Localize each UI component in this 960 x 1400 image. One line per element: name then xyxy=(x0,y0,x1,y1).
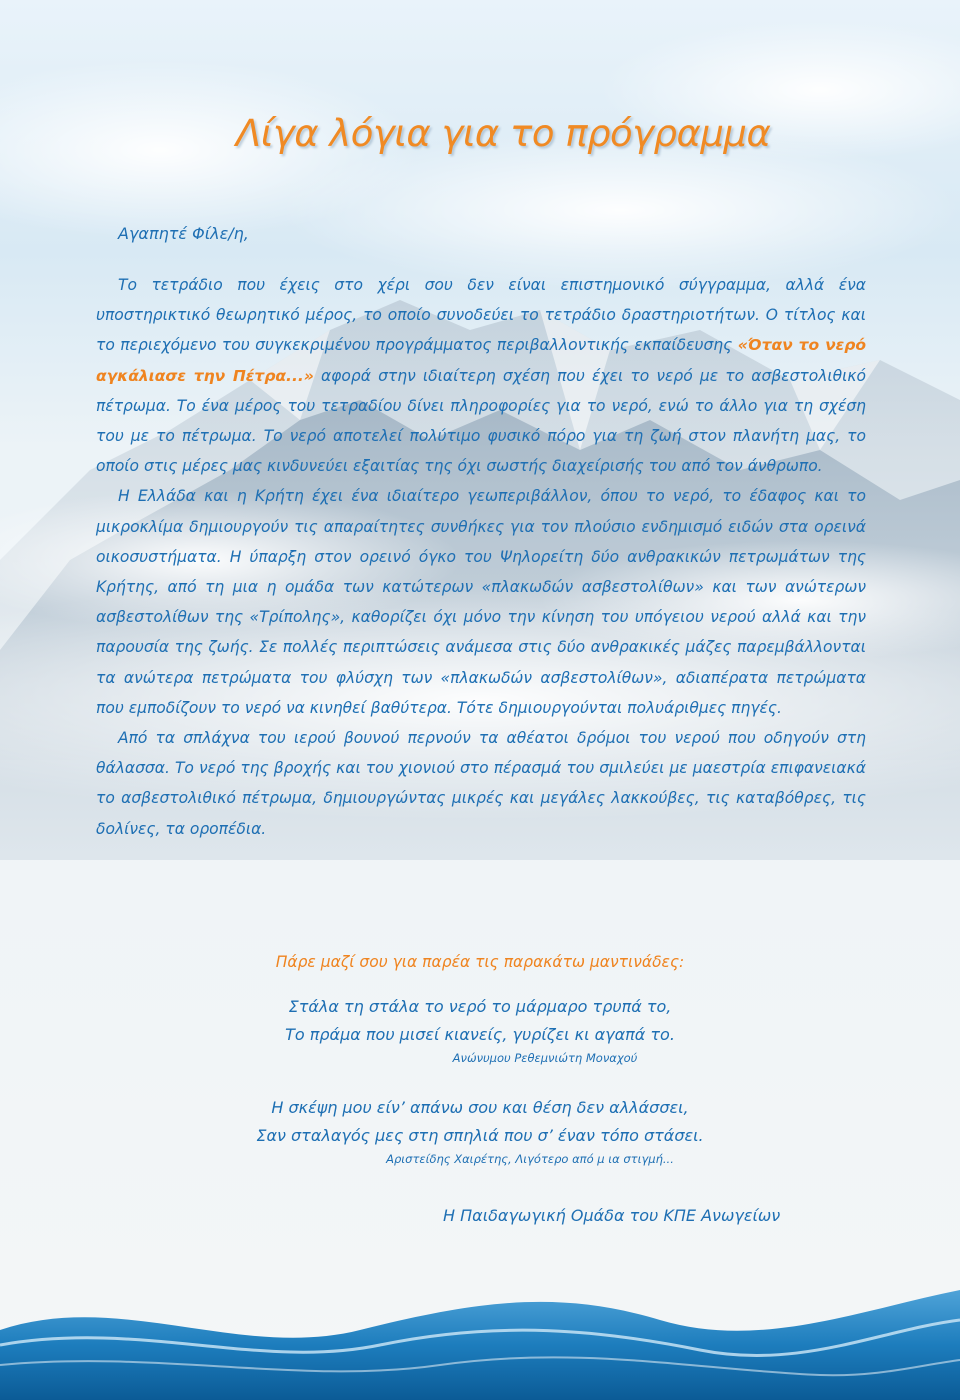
program-title-highlight: «Όταν το νερό αγκάλιασε την Πέτρα...» xyxy=(96,336,867,385)
paragraph xyxy=(96,270,866,481)
verse-credit: Ανώνυμου Ρεθεμνιώτη Μοναχού xyxy=(452,1051,638,1065)
paragraph-text: Το τετράδιο που έχεις στο χέρι σου δεν είναι επιστημονικό σύγγραμμα, αλλά ένα υποστηρικτικό θεωρητικό μέρος, το οποίο συνοδεύει το τετράδιο δραστηριοτήτων. Ο τίτλος και το περιεχόμενο του συγκεκριμένου προγράμματος περιβαλλοντικής εκπαίδευσης xyxy=(96,276,866,355)
page-title: Λίγα λόγια για το πρόγραμμα xyxy=(236,112,771,155)
body-text xyxy=(96,270,866,844)
signature: Η Παιδαγωγική Ομάδα του ΚΠΕ Ανωγείων xyxy=(443,1206,781,1225)
paragraph xyxy=(96,723,866,844)
verse-line: Στάλα τη στάλα το νερό το μάρμαρο τρυπά το, xyxy=(288,997,672,1016)
paragraph xyxy=(96,481,866,723)
verse-intro: Πάρε μαζί σου για παρέα τις παρακάτω μαντινάδες: xyxy=(275,953,685,971)
verse-line: Το πράμα που μισεί κιανείς, γυρίζει κι αγαπά το. xyxy=(285,1025,675,1044)
paragraph-text: αφορά στην ιδιαίτερη σχέση που έχει το νερό με το ασβεστολιθικό πέτρωμα. Το ένα μέρος του τετραδίου δίνει πληροφορίες για το νερό, ενώ το άλλο για τη σχέση του με το πέτρωμα. Το νερό αποτελεί πολύτιμο φυσικό πόρο για τη ζωή στον πλανήτη μας, το οποίο στις μέρες μας κινδυνεύει εξαιτίας της όχι σωστής διαχείρισής του από τον άνθρωπο. xyxy=(96,366,866,476)
paragraph-text: Η Ελλάδα και η Κρήτη έχει ένα ιδιαίτερο γεωπεριβάλλον, όπου το νερό, το έδαφος και το μικροκλίμα δημιουργούν τις απαραίτητες συνθήκες για τον πλούσιο ενδημισμό ειδών στα ορεινά οικοσυστήματα. Η ύπαρξη στον ορεινό όγκο του Ψηλορείτη δύο ανθρακικών πετρωμάτων της Κρήτης, από τη μια η ομάδα των κατώτερων «πλακωδών ασβεστολίθων» και των ανώτερων ασβεστολίθων της «Τρίπολης», καθορίζει όχι μόνο την κίνηση του υπόγειου νερού αλλά και την παρουσία της ζωής. Σε πολλές περιπτώσεις ανάμεσα στις δύο ανθρακικές μάζες παρεμβάλλονται τα ανώτερα πετρώματα του φλύσχη των «πλακωδών ασβεστολίθων», αδιαπέρατα πετρώματα που εμποδίζουν το νερό να κινηθεί βαθύτερα. Τότε δημιουργούνται πολυάριθμες πηγές. xyxy=(96,487,866,717)
verse-block xyxy=(0,993,960,1067)
verse-credit: Αριστείδης Χαιρέτης, Λιγότερο από μ ια στιγμή... xyxy=(386,1152,674,1166)
verse-line: Σαν σταλαγός μες στη σπηλιά που σ’ έναν τόπο στάσει. xyxy=(256,1126,704,1145)
verse-block xyxy=(0,1094,960,1168)
verse-line: Η σκέψη μου είν’ απάνω σου και θέση δεν αλλάσσει, xyxy=(271,1098,689,1117)
paragraph-text: Από τα σπλάχνα του ιερού βουνού περνούν τα αθέατοι δρόμοι του νερού που οδηγούν στη θάλασσα. Το νερό της βροχής και του χιονιού στο πέρασμά του σμιλεύει με μαεστρία επιφανειακά το ασβεστολιθικό πέτρωμα, δημιουργώντας μικρές και μεγάλες λακκούβες, τις καταβόθρες, τις δολίνες, τα οροπέδια. xyxy=(96,729,866,838)
greeting: Αγαπητέ Φίλε/η, xyxy=(118,224,249,243)
